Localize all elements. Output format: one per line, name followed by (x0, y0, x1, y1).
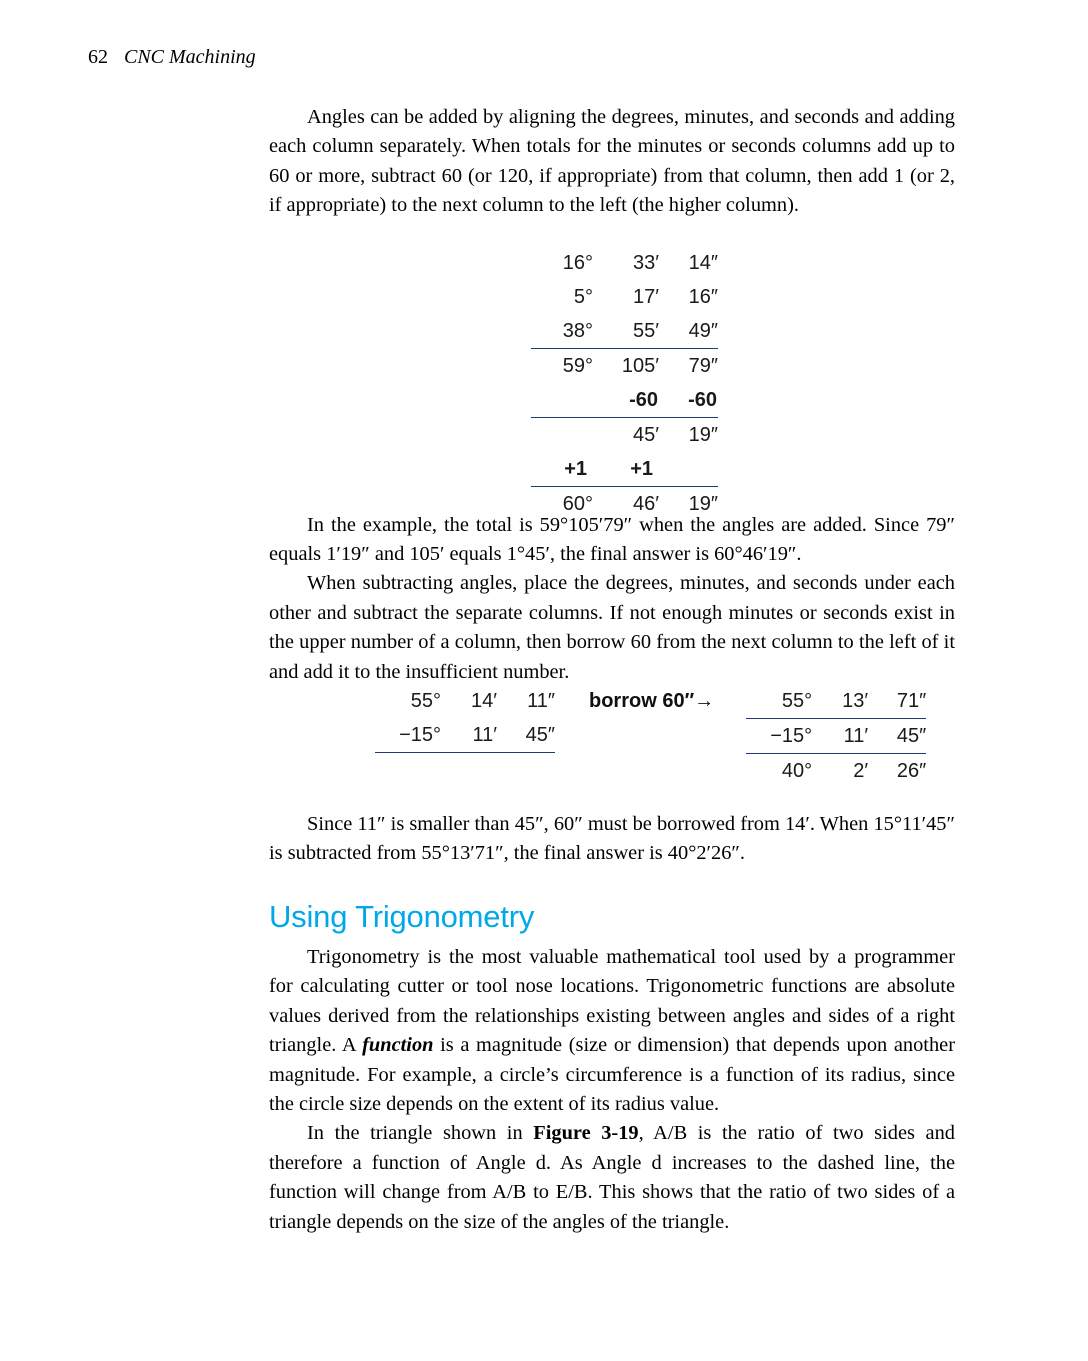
subtract60-minutes: -60 (629, 389, 658, 411)
carry-seconds (659, 452, 718, 487)
borrowed-minuend-minutes: 13′ (842, 690, 869, 712)
final-degrees: 60° (531, 487, 593, 522)
subtraction-left-table (375, 684, 555, 787)
sum-degrees: 59° (531, 349, 593, 384)
table-row (531, 246, 718, 280)
subtract60-seconds: -60 (688, 389, 717, 411)
table-row (375, 718, 555, 753)
final-minutes: 46′ (593, 487, 659, 522)
heading-space-above (269, 869, 955, 899)
borrowed-subtrahend-minutes: 11′ (812, 719, 868, 754)
table-row (746, 684, 926, 719)
addend2-degrees: 5° (573, 286, 593, 308)
paragraph-borrow-explanation: Since 11″ is smaller than 45″, 60″ must be borrowed from 14′. When 15°11′45″ is subtracted from 55°13′71″, the final answer is 40°2′26″. (269, 813, 955, 865)
carry-minutes: +1 (630, 458, 653, 480)
difference-minutes: 2′ (812, 754, 868, 789)
final-seconds: 19″ (659, 487, 718, 522)
sum-seconds: 79″ (659, 349, 718, 384)
subtrahend-degrees: −15° (399, 724, 441, 746)
addend2-minutes: 17′ (633, 286, 659, 308)
page-folio: 62 (88, 46, 108, 68)
subtrahend-seconds: 45″ (525, 724, 555, 746)
subtract60-degrees (531, 383, 593, 418)
table-row-subtract-sixty (531, 383, 718, 418)
subtraction-table-before-borrow (375, 684, 555, 787)
paragraph-fig-part-b: , A/B is the ratio of two sides and therefore a function of Angle d. As Angle d increases to the dashed line, the function will change from A/B to E/B. This shows that the ratio of two sides of a triangle depends on the size of the angles of the triangle. (269, 1122, 955, 1233)
borrowed-minuend-degrees: 55° (781, 690, 813, 712)
addend1-degrees: 16° (562, 252, 593, 274)
emphasis-function: function (362, 1034, 434, 1057)
table-row-sum (531, 349, 718, 384)
reduced-seconds: 19″ (659, 418, 718, 453)
right-arrow-icon: → (694, 690, 715, 712)
table-row (531, 280, 718, 314)
minuend-degrees: 55° (410, 690, 441, 712)
angle-addition-table (531, 246, 718, 521)
addend1-seconds: 14″ (688, 252, 718, 274)
subtrahend-minutes: 11′ (472, 724, 497, 746)
paragraph-trigonometry-definition (269, 943, 955, 1119)
table-row-difference (746, 754, 926, 789)
paragraph-trig-part-b: is a magnitude (size or dimension) that depends upon another magnitude. For example, a circle’s circumference is a function of its radius, since the circle size depends on the extent of its radius value. (269, 1034, 956, 1115)
table-row-rule-only (375, 753, 555, 788)
section-heading-using-trigonometry: Using Trigonometry (269, 898, 535, 934)
reduced-degrees (531, 418, 593, 453)
carry-degrees: +1 (564, 458, 587, 480)
addend1-minutes: 33′ (633, 252, 659, 274)
addition-table (531, 246, 718, 521)
difference-degrees: 40° (746, 754, 812, 789)
addend3-degrees: 38° (562, 320, 593, 342)
borrow-note (555, 684, 714, 718)
left-rule-cell-degrees (375, 753, 441, 788)
paragraph-subtracting-angles: When subtracting angles, place the degrees, minutes, and seconds under each other and subtract the separate columns. If not enough minutes or seconds exist in the upper number of a column, then borrow 60 from the next column to the left of it and add it to the insufficient number. (269, 572, 955, 683)
borrow-note-label: borrow 60″ (589, 690, 695, 712)
running-head (88, 44, 256, 70)
table-row (746, 719, 926, 754)
table-row-carry-one (531, 452, 718, 487)
borrowed-subtrahend-degrees: −15° (746, 719, 812, 754)
paragraph-example-total: In the example, the total is 59°105′79″ when the angles are added. Since 79″ equals 1′19″ and 105′ equals 1°45′, the final answer is 60°46′19″. (269, 513, 955, 566)
addend3-minutes: 55′ (633, 320, 659, 342)
paragraph-trig-part-a: Trigonometry is the most valuable mathematical tool used by a programmer for calculating cutter or tool nose locations. Trigonometric functions are absolute values derived from the relationships existing between angles and sides of a right triangle. A (269, 945, 955, 1057)
subtraction-table-after-borrow (714, 684, 926, 788)
heading-space-below (269, 935, 955, 943)
borrowed-subtrahend-seconds: 45″ (868, 719, 926, 754)
minuend-minutes: 14′ (471, 690, 497, 712)
paragraph-figure-reference (269, 1119, 955, 1237)
paragraph-angles-addition-intro: Angles can be added by aligning the degrees, minutes, and seconds and adding each column separately. When totals for the minutes or seconds columns add up to 60 or more, subtract 60 (or 120, if appropriate) from that column, then add 1 (or 2, if appropriate) to the next column to the left (the higher column). (269, 106, 955, 217)
addend2-seconds: 16″ (688, 286, 718, 308)
table-row (375, 684, 555, 718)
left-rule-cell-minutes (441, 753, 497, 788)
table-row-reduced (531, 418, 718, 453)
reduced-minutes: 45′ (593, 418, 659, 453)
sum-minutes: 105′ (593, 349, 659, 384)
left-rule-cell-seconds (497, 753, 555, 788)
addend3-seconds: 49″ (688, 320, 718, 342)
figure-reference-label: Figure 3-19 (533, 1122, 639, 1145)
angle-subtraction-block (375, 684, 926, 788)
subtraction-right-table (746, 684, 926, 788)
paragraph-fig-part-a: In the triangle shown in (307, 1122, 534, 1145)
difference-seconds: 26″ (868, 754, 926, 789)
minuend-seconds: 11″ (527, 690, 555, 712)
book-title: CNC Machining (124, 46, 256, 68)
table-row (531, 314, 718, 349)
borrowed-minuend-seconds: 71″ (896, 690, 927, 712)
table-row-final-answer (531, 487, 718, 522)
